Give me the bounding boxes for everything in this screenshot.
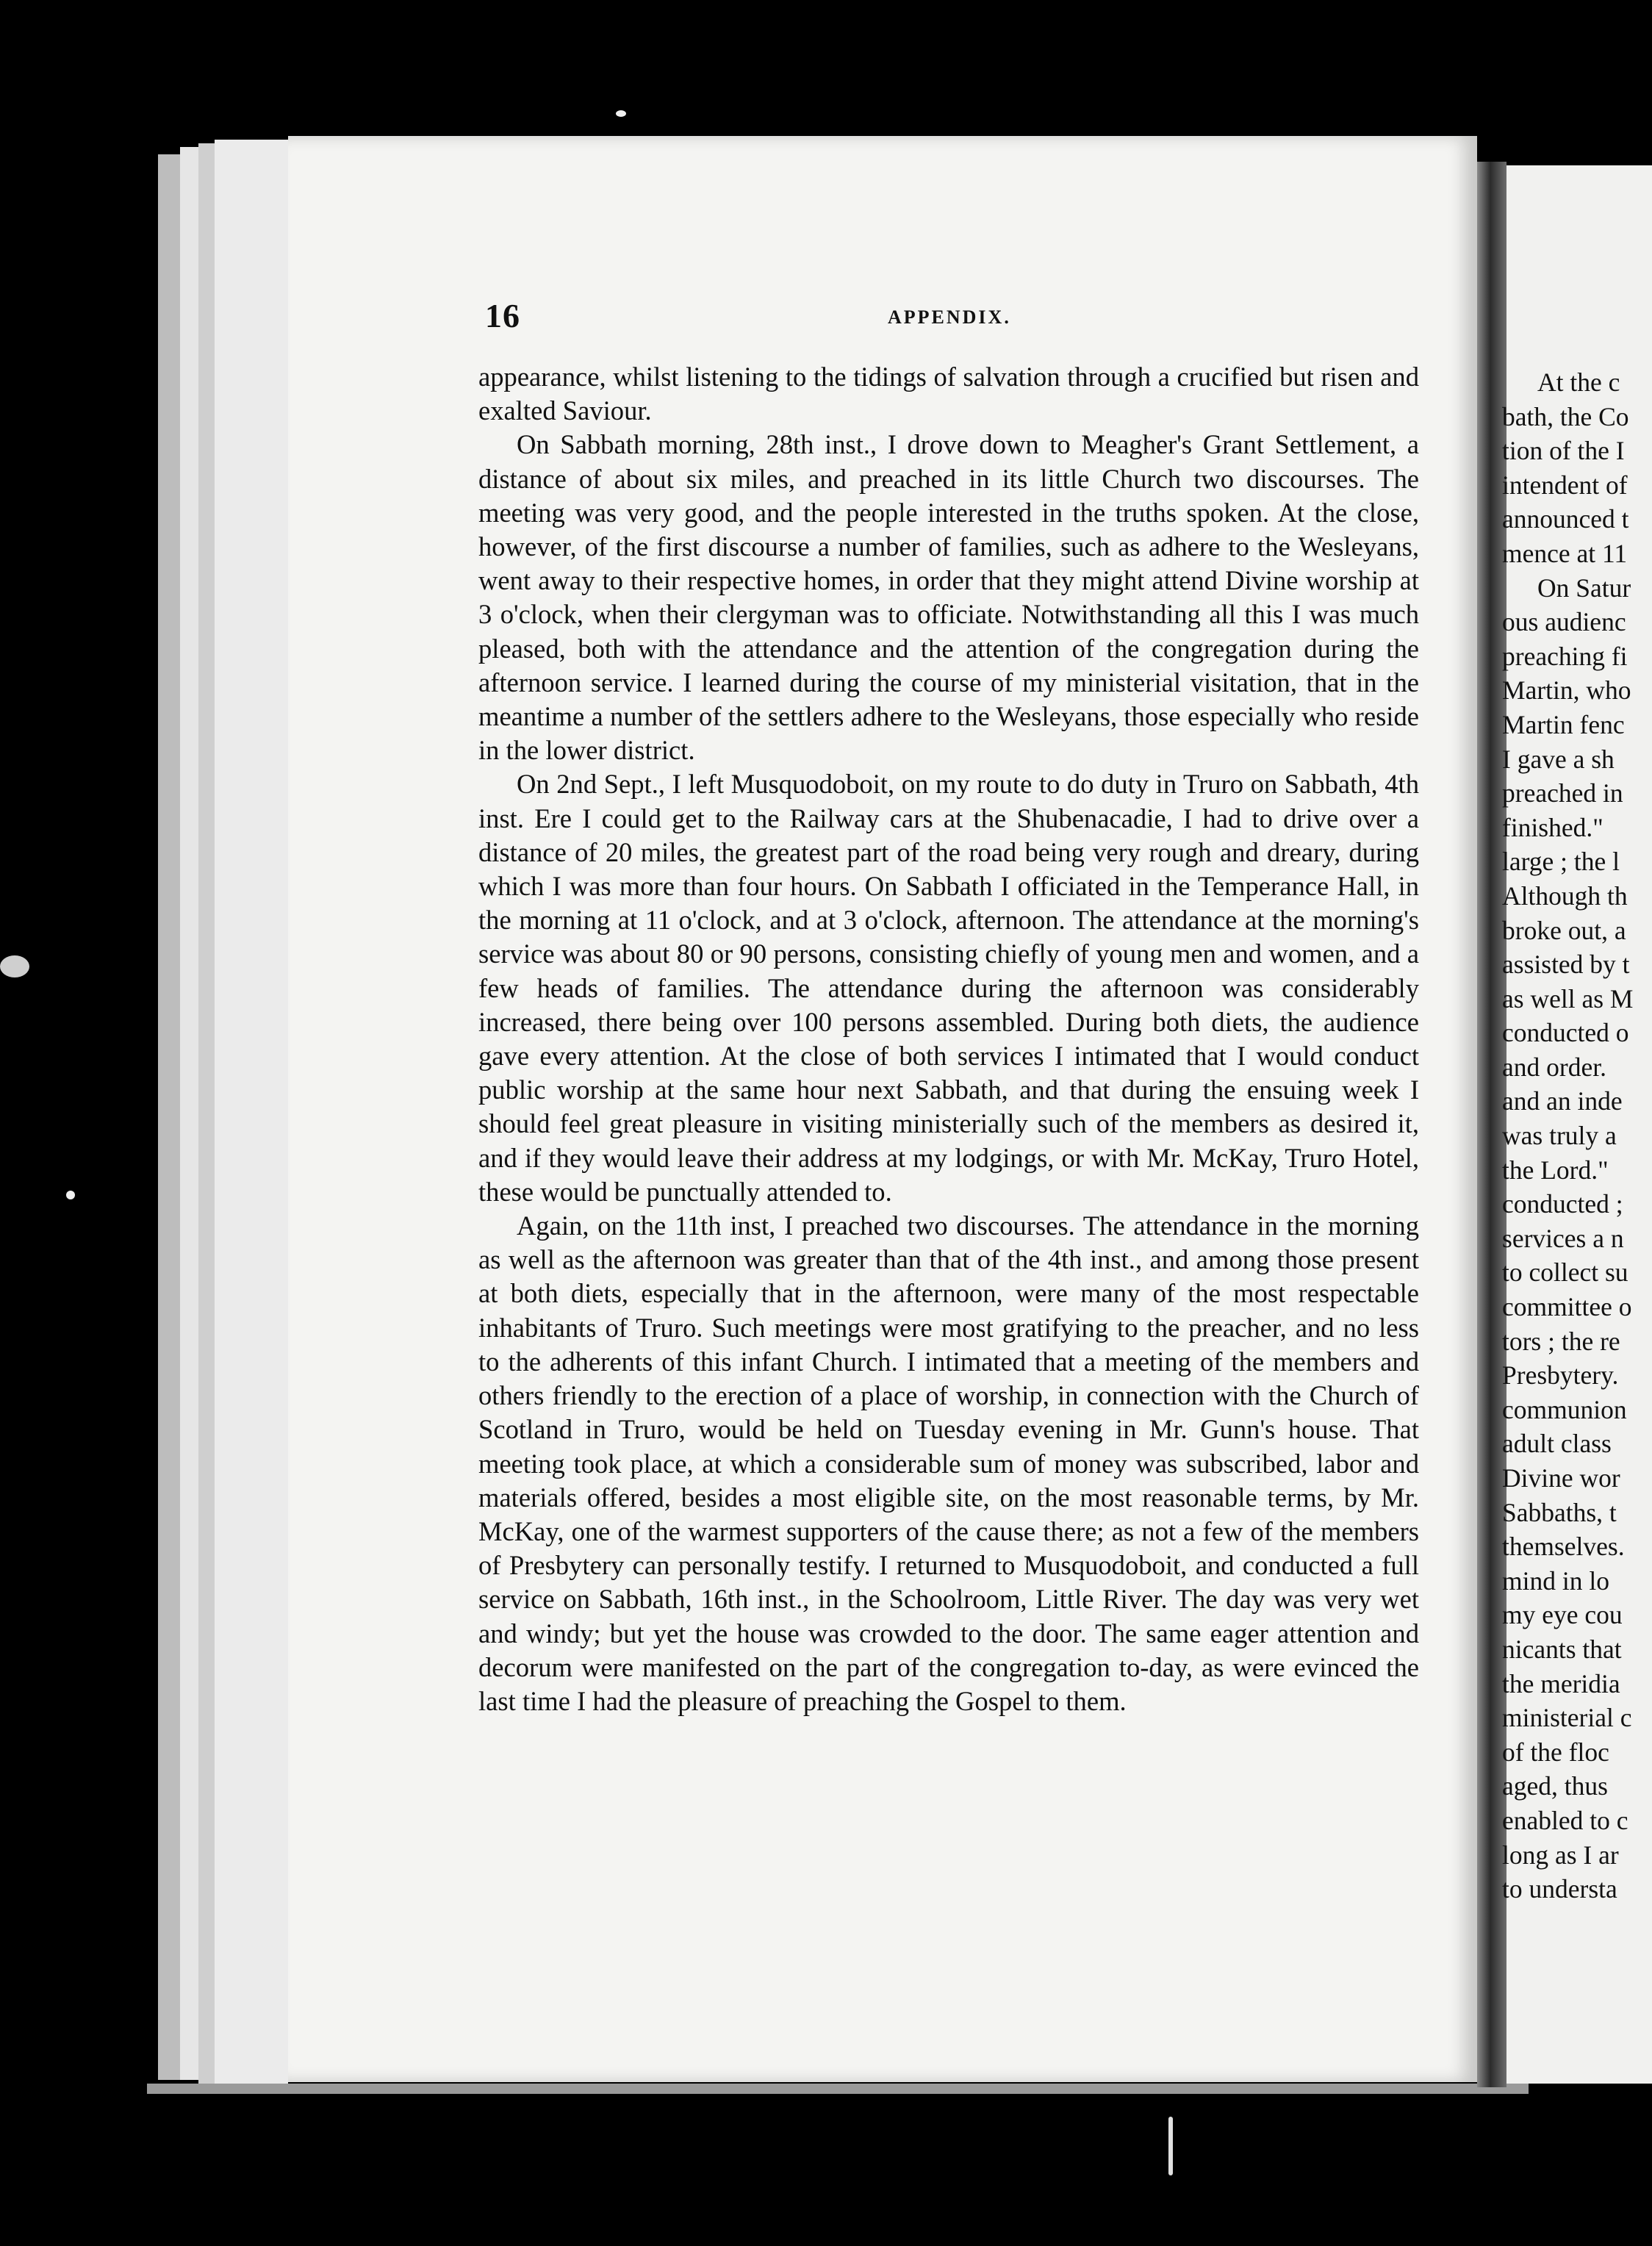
right-page-line: and an inde xyxy=(1502,1086,1623,1116)
right-page-line: adult class xyxy=(1502,1429,1612,1459)
body-text xyxy=(478,360,1419,1718)
page-header xyxy=(485,296,1451,340)
scan-speck xyxy=(0,955,29,977)
right-page-line: broke out, a xyxy=(1502,915,1626,945)
page-number: 16 xyxy=(485,297,520,334)
running-head: APPENDIX. xyxy=(888,306,1011,328)
right-page-line: themselves. xyxy=(1502,1532,1625,1562)
right-page-line: communion xyxy=(1502,1394,1627,1424)
right-page-line: nicants that xyxy=(1502,1634,1622,1664)
right-page-line: tors ; the re xyxy=(1502,1326,1620,1356)
right-page-line: preached in xyxy=(1502,778,1623,808)
right-page-line: and order. xyxy=(1502,1052,1606,1082)
right-page-line: I gave a sh xyxy=(1502,744,1615,774)
paragraph: On Sabbath morning, 28th inst., I drove down to Meagher's Grant Settlement, a distance of about six miles, and preached in its little Church two discourses. The meeting was very good, and the people interested in the truths spoken. At the close, however, of the first discourse a number of families, such as adhere to the Wesleyans, went away to their respective homes, in order that they might attend Divine worship at 3 o'clock, when their clergyman was to officiate. Notwithstanding all this I was much pleased, both with the attendance and the attention of the congregation during the afternoon service. I learned during the course of my ministerial visitation, that in the meantime a number of the settlers adhere to the Wesleyans, those especially who reside in the lower district. xyxy=(478,429,1419,766)
right-page-line: as well as M xyxy=(1502,983,1634,1013)
page-edge xyxy=(215,140,288,2087)
right-page-line: Although th xyxy=(1502,880,1628,911)
bottom-page-edge xyxy=(147,2084,1529,2094)
right-page-line: tion of the I xyxy=(1502,436,1625,466)
scan-speck xyxy=(1168,2117,1173,2175)
paragraph: appearance, whilst listening to the tidings of salvation through a crucified but risen and exalted Saviour. xyxy=(478,362,1419,426)
right-page-line: to understa xyxy=(1502,1874,1617,1904)
right-page-line: large ; the l xyxy=(1502,847,1620,877)
right-page-line: ous audienc xyxy=(1502,607,1626,637)
right-page-line: the Lord." xyxy=(1502,1155,1609,1185)
right-page-line: Divine wor xyxy=(1502,1463,1620,1493)
right-page-line: ministerial c xyxy=(1502,1703,1632,1733)
right-page-line: long as I ar xyxy=(1502,1840,1619,1870)
page-edge xyxy=(198,143,215,2084)
right-page-line: On Satur xyxy=(1537,573,1631,603)
right-page-line: announced t xyxy=(1502,504,1629,534)
right-page-line: Martin, who xyxy=(1502,675,1631,706)
right-page-line: Sabbaths, t xyxy=(1502,1497,1617,1527)
right-page-line: intendent of xyxy=(1502,470,1628,500)
right-page-line: mence at 11 xyxy=(1502,538,1628,568)
right-page-line: bath, the Co xyxy=(1502,401,1629,431)
right-page-line: mind in lo xyxy=(1502,1565,1609,1596)
page-edge xyxy=(180,147,198,2080)
right-page-line: committee o xyxy=(1502,1292,1632,1322)
right-page-line: of the floc xyxy=(1502,1737,1609,1767)
right-page-line: Presbytery. xyxy=(1502,1360,1619,1391)
page-edge xyxy=(158,154,180,2080)
right-page-line: conducted o xyxy=(1502,1018,1629,1048)
right-page-line: enabled to c xyxy=(1502,1805,1628,1835)
paragraph: On 2nd Sept., I left Musquodoboit, on my route to do duty in Truro on Sabbath, 4th inst. Ere I could get to the Railway cars at the Shubenacadie, I had to drive over a distance of 20 miles, the greatest part of the road being very rough and dreary, during which I was more than four hours. On Sabbath I officiated in the Temperance Hall, in the morning at 11 o'clock, and at 3 o'clock, afternoon. The attendance at the morning's service was about 80 or 90 persons, consisting chiefly of young men and women, and a few heads of families. The attendance during the afternoon was considerably increased, there being over 100 persons assembled. During both diets, the audience gave every attention. At the close of both services I intimated that I would conduct public worship at the same hour next Sabbath, and that during the ensuing week I should feel great pleasure in visiting ministerially such of the members as desired it, and if they would leave their address at my lodgings, or with Mr. McKay, Truro Hotel, these would be punctually attended to. xyxy=(478,769,1419,1207)
right-page-line: At the c xyxy=(1537,367,1620,397)
right-page-line: aged, thus xyxy=(1502,1771,1608,1801)
right-page-line: Martin fenc xyxy=(1502,709,1625,739)
scan-speck xyxy=(616,110,626,117)
right-page-line: the meridia xyxy=(1502,1668,1620,1698)
right-page-line: was truly a xyxy=(1502,1121,1617,1151)
right-page-line: to collect su xyxy=(1502,1257,1628,1288)
right-page-line: finished." xyxy=(1502,812,1603,842)
right-page-line: preaching fi xyxy=(1502,641,1628,671)
right-page-line: services a n xyxy=(1502,1223,1624,1253)
right-page-line: conducted ; xyxy=(1502,1189,1623,1219)
right-page-line: my eye cou xyxy=(1502,1600,1623,1630)
right-page-line: assisted by t xyxy=(1502,950,1630,980)
scan-speck xyxy=(66,1191,75,1199)
paragraph: Again, on the 11th inst, I preached two discourses. The attendance in the morning as well as the afternoon was greater than that of the 4th inst., and among those present at both diets, especially that in the afternoon, were many of the most respectable inhabitants of Truro. Such meetings were most gratifying to the preacher, and no less to the adherents of this infant Church. I intimated that a meeting of the members and others friendly to the erection of a place of worship, in connection with the Church of Scotland in Truro, would be held on Tuesday evening in Mr. Gunn's house. That meeting took place, at which a considerable sum of money was subscribed, labor and materials offered, besides a most eligible site, on the most reasonable terms, by Mr. McKay, one of the warmest supporters of the cause there; as not a few of the members of Presbytery can personally testify. I returned to Musquodoboit, and conducted a full service on Sabbath, 16th inst., in the Schoolroom, Little River. The day was very wet and windy; but yet the house was crowded to the door. The same eager attention and decorum were manifested on the part of the congregation to-day, as were evinced the last time I had the pleasure of preaching the Gospel to them. xyxy=(478,1210,1419,1716)
right-page-text xyxy=(1502,365,1652,1906)
